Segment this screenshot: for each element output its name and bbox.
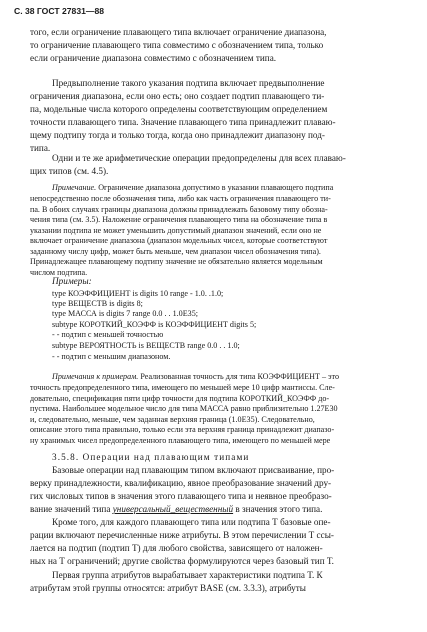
code-line: subtype КОРОТКИЙ_КОЭФФ is КОЭФФИЦИЕНТ digits 5; <box>52 320 257 329</box>
note-line: чения типа (см. 3.5). Наложение ограничения плавающего типа на обозначение типа в <box>30 215 328 224</box>
text-line: того, если ограничение плавающего типа включает ограничение диапазона, <box>30 27 327 37</box>
section-heading: 3.5.8. Операции над плавающим типами <box>52 452 250 462</box>
text-line: Одни и те же арифметические операции предопределены для всех плаваю- <box>52 153 346 163</box>
text-line: верку принадлежности, квалификацию, явное преобразование значений дру- <box>30 478 332 488</box>
code-line: type ВЕЩЕСТВ is digits 8; <box>52 299 143 308</box>
code-line: type КОЭФФИЦИЕНТ is digits 10 range - 1.0. .1.0; <box>52 289 224 298</box>
text-line: щих типов (см. 4.5). <box>30 166 109 176</box>
note-line: указании подтипа не может уменьшить допустимый диапазон значений, если оно не <box>30 226 322 235</box>
note-line: включает ограничение диапазона (диапазон модельных чисел, которые соответствуют <box>30 236 328 245</box>
code-line: - - подтип с меньшим диапазоном. <box>52 352 171 361</box>
text-line: рации включают перечисленные ниже атрибуты. В этом перечислении Т ссы- <box>30 530 334 540</box>
code-line: subtype ВЕРОЯТНОСТЬ is ВЕЩЕСТВ range 0.0 . . 1.0; <box>52 341 240 350</box>
text-line: гих числовых типов в значения этого плавающего типа и неявное преобразо- <box>30 491 332 501</box>
code-line: - - подтип с меньшей точностью <box>52 330 164 339</box>
text-line: Предвыполнение такого указания подтипа включает предвыполнение <box>52 78 325 88</box>
text-line: типа. <box>30 143 51 153</box>
note-line: заданному числу цифр, может быть меньше, чем диапазон чисел обозначения типа). <box>30 247 321 256</box>
code-line: type МАССА is digits 7 range 0.0 . . 1.0E35; <box>52 309 198 318</box>
text-line: Кроме того, для каждого плавающего типа или подтипа Т базовые опе- <box>52 517 331 527</box>
text-line: ограничения диапазона, если оно есть; оно создает подтип плавающего ти- <box>30 91 325 101</box>
note-line: Принадлежащее плавающему подтипу значение не обязательно является модельным <box>30 257 323 266</box>
note-examples-label: Примечания к примерам. <box>52 372 141 381</box>
note-line: непосредственно после обозначения типа, либо как часть ограничения плавающего ти- <box>30 194 331 203</box>
note-line: ну хранимых чисел предопределенного плавающего типа, имеющего по меньшей мере <box>30 436 331 445</box>
text-line: точности плавающего типа. Значение плавающего типа принадлежит плаваю- <box>30 117 336 127</box>
note-line: и, следовательно, меньше, чем заданная верхняя граница (1.0E35). Следовательно, <box>30 415 315 424</box>
note-line: Примечание. Ограничение диапазона допустимо в указании плавающего подтипа <box>52 183 334 192</box>
text-line: вание значений типа универсальный_вещественный в значения этого типа. <box>30 504 323 514</box>
text-line: то ограничение плавающего типа совместимо с обозначением типа, только <box>30 40 324 50</box>
examples-heading: Примеры: <box>52 276 92 286</box>
text-line: ных на Т ограничений; другие свойства формулируются через базовый тип Т. <box>30 556 334 566</box>
note-line: Примечания к примерам. Реализованная точность для типа КОЭФФИЦИЕНТ – это <box>52 372 339 381</box>
text-line: Базовые операции над плавающим типом включают присваивание, про- <box>52 465 335 475</box>
text-line: па, модельные числа которого определены соответствующим определением <box>30 104 328 114</box>
page-header: С. 38 ГОСТ 27831—88 <box>14 6 105 16</box>
text-line: щему подтипу тогда и только тогда, когда оно принадлежит диапазону под- <box>30 130 325 140</box>
note-line: числом подтипа. <box>30 268 88 277</box>
note-line: точность предопределенного типа, имеющего по меньшей мере 10 цифр мантиссы. Сле- <box>30 383 335 392</box>
note-line: па. В обоих случаях границы диапазона должны принадлежать базовому типу обозна- <box>30 205 328 214</box>
text-line: лается на подтип (подтип Т) для любого свойства, зависящего от наложен- <box>30 543 323 553</box>
note-line: пустима. Наибольшее модельное число для типа МАССА равно приблизительно 1.27E30 <box>30 404 338 413</box>
note-line: довательно, спецификация пяти цифр точности для подтипа КОРОТКИЙ_КОЭФФ до- <box>30 394 330 403</box>
note-label: Примечание. <box>52 183 99 192</box>
text-line: атрибутам этой группы относятся: атрибут BASE (см. 3.3.3), атрибуты <box>30 583 306 593</box>
note-line: описание этого типа правильно, только если эта верхняя граница принадлежит диапазо- <box>30 425 335 434</box>
text-line: Первая группа атрибутов вырабатывает характеристики подтипа Т. К <box>52 570 323 580</box>
text-line: если ограничение диапазона совместимо с обозначением типа. <box>30 53 277 63</box>
